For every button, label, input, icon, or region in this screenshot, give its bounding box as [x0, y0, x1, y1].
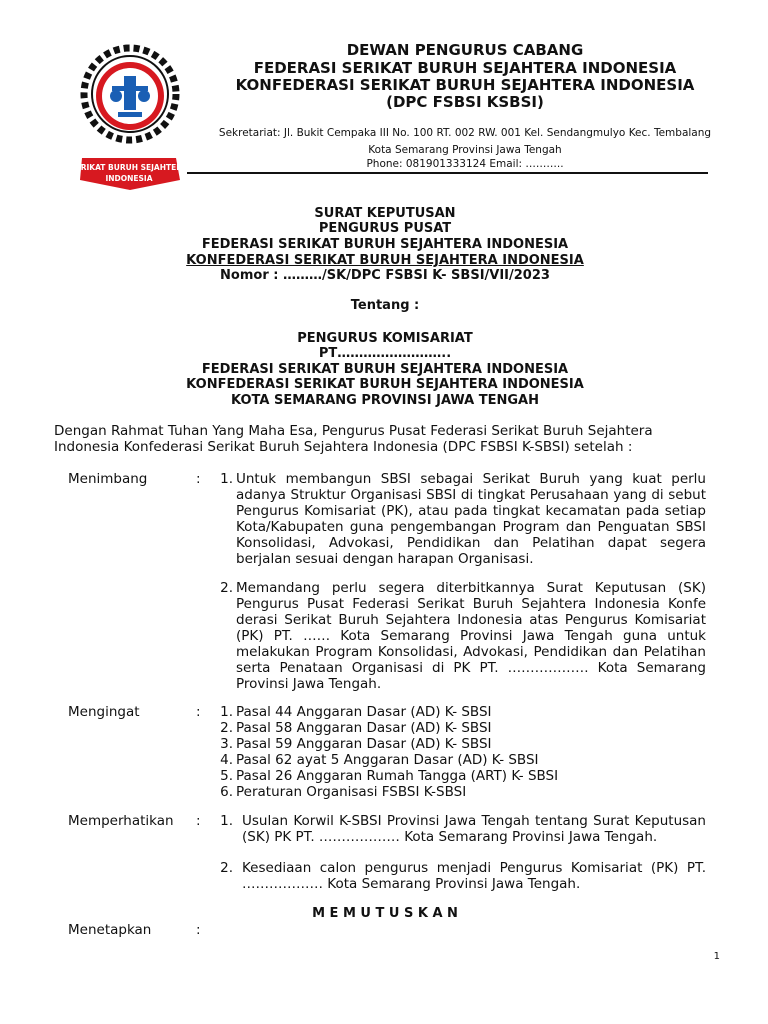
memperhatikan-colon: :	[196, 813, 201, 829]
decree-sub5: KOTA SEMARANG PROVINSI JAWA TENGAH	[230, 393, 539, 408]
memperhatikan-label: Memperhatikan	[68, 813, 174, 829]
decree-line4	[160, 253, 610, 269]
list-item	[213, 768, 693, 784]
menimbang-colon: :	[196, 471, 201, 487]
letterhead-line2: FEDERASI SERIKAT BURUH SEJAHTERA INDONESIA	[253, 59, 677, 77]
decree-line4-text: KONFEDERASI SERIKAT BURUH SEJAHTERA INDONESIA	[186, 253, 584, 268]
mengingat-item-text: Peraturan Organisasi FSBSI K-SBSI	[236, 784, 467, 800]
mengingat-item-num: 2.	[220, 720, 233, 736]
memperhatikan-item2-num: 2.	[220, 860, 233, 876]
letterhead-line4: (DPC FSBSI KSBSI)	[386, 93, 544, 111]
memutuskan-heading: M E M U T U S K A N	[312, 906, 458, 921]
page-number: 1	[713, 951, 720, 962]
mengingat-item-text: Pasal 62 ayat 5 Anggaran Dasar (AD) K- SBSI	[236, 752, 539, 768]
decree-sub3: FEDERASI SERIKAT BURUH SEJAHTERA INDONESIA	[201, 362, 569, 377]
mengingat-item-num: 1.	[220, 704, 233, 720]
list-item	[213, 704, 693, 720]
menetapkan-colon: :	[196, 922, 201, 938]
decree-line1: SURAT KEPUTUSAN	[314, 206, 456, 221]
decree-line3: FEDERASI SERIKAT BURUH SEJAHTERA INDONESIA	[201, 237, 569, 252]
mengingat-item-text: Pasal 58 Anggaran Dasar (AD) K- SBSI	[236, 720, 492, 736]
menimbang-item2-num: 2.	[220, 580, 233, 596]
list-item	[213, 784, 693, 800]
organization-logo	[70, 30, 188, 192]
letterhead-address2: Kota Semarang Provinsi Jawa Tengah	[368, 144, 562, 156]
memperhatikan-item1-num: 1.	[220, 813, 233, 829]
menimbang-label: Menimbang	[68, 471, 148, 487]
intro-paragraph: Dengan Rahmat Tuhan Yang Maha Esa, Pengurus Pusat Federasi Serikat Buruh Sejahtera Indonesia Konfederasi Serikat Buruh Sejahtera Indonesia (DPC FSBSI K-SBSI) setelah :	[54, 423, 653, 455]
menimbang-item2: Memandang perlu segera diterbitkannya Surat Keputusan (SK) Pengurus Pusat Federasi Serikat Buruh Sejahtera Indonesia Konfe derasi Serikat Buruh Sejahtera Indonesia atas Pengurus Komisariat (PK) PT. …… Kota Semarang Provinsi Jawa Tengah guna untuk melakukan Program Konsolidasi, Advokasi, Pendidikan dan Pelatihan serta Penataan Organisasi di PK PT. ……………… Kota Semarang Provinsi Jawa Tengah.	[236, 580, 706, 692]
mengingat-colon: :	[196, 704, 201, 720]
logo-text-line2: INDONESIA	[105, 174, 153, 183]
decree-sub2: PT……………………..	[318, 346, 452, 361]
mengingat-item-text: Pasal 44 Anggaran Dasar (AD) K- SBSI	[236, 704, 492, 720]
list-item	[213, 736, 693, 752]
menimbang-item1: Untuk membangun SBSI sebagai Serikat Buruh yang kuat perlu adanya Struktur Organisasi SBSI di tingkat Perusahaan yang di sebut Pengurus Komisariat (PK), atau pada tingkat kecamatan pada setiap Kota/Kabupaten guna pengembangan Program dan Penguatan SBSI Konsolidasi, Advokasi, Pendidikan dan Pelatihan dapat segera berjalan sesuai dengan harapan Organisasi.	[236, 471, 706, 567]
mengingat-item-text: Pasal 26 Anggaran Rumah Tangga (ART) K- SBSI	[236, 768, 559, 784]
letterhead-divider	[187, 172, 708, 174]
list-item	[213, 720, 693, 736]
mengingat-item-num: 4.	[220, 752, 233, 768]
logo-text-line1: SERIKAT BURUH SEJAHTERA	[70, 163, 188, 172]
mengingat-item-num: 5.	[220, 768, 233, 784]
letterhead-line1: DEWAN PENGURUS CABANG	[346, 41, 584, 59]
letterhead-address3: Phone: 081901333124 Email: ………..	[366, 158, 564, 170]
menimbang-item1-num: 1.	[220, 471, 233, 487]
list-item	[213, 752, 693, 768]
decree-sub1: PENGURUS KOMISARIAT	[297, 331, 473, 346]
letterhead-line3: KONFEDERASI SERIKAT BURUH SEJAHTERA INDONESIA	[235, 76, 695, 94]
memperhatikan-item2: Kesediaan calon pengurus menjadi Pengurus Komisariat (PK) PT. ……………… Kota Semarang Provinsi Jawa Tengah.	[242, 860, 706, 892]
mengingat-list	[213, 704, 693, 800]
decree-line2: PENGURUS PUSAT	[318, 221, 452, 236]
memperhatikan-item1: Usulan Korwil K-SBSI Provinsi Jawa Tengah tentang Surat Keputusan (SK) PK PT. ……………… Kota Semarang Provinsi Jawa Tengah.	[242, 813, 706, 845]
mengingat-item-num: 3.	[220, 736, 233, 752]
mengingat-item-text: Pasal 59 Anggaran Dasar (AD) K- SBSI	[236, 736, 492, 752]
decree-tentang: Tentang :	[350, 298, 420, 313]
menetapkan-label: Menetapkan	[68, 922, 152, 938]
decree-number: Nomor : ………/SK/DPC FSBSI K- SBSI/VII/2023	[220, 268, 550, 283]
decree-sub4: KONFEDERASI SERIKAT BURUH SEJAHTERA INDONESIA	[186, 377, 584, 392]
letterhead-address1: Sekretariat: Jl. Bukit Cempaka III No. 100 RT. 002 RW. 001 Kel. Sendangmulyo Kec. Tembalang	[218, 127, 712, 139]
mengingat-item-num: 6.	[220, 784, 233, 800]
mengingat-label: Mengingat	[68, 704, 140, 720]
